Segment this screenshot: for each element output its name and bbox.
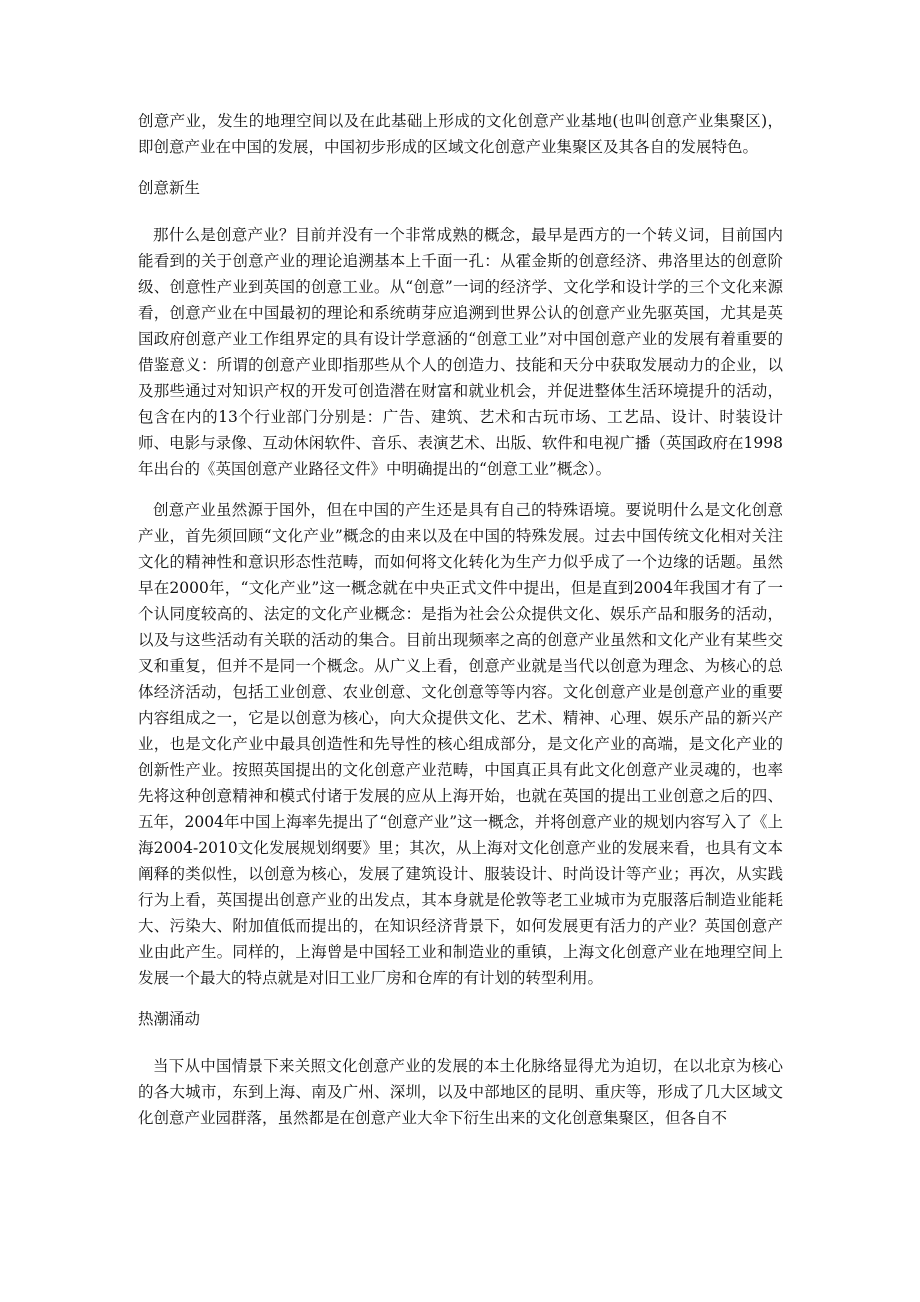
intro-paragraph: 创意产业，发生的地理空间以及在此基础上形成的文化创意产业基地(也叫创意产业集聚区)，即创意产业在中国的发展，中国初步形成的区域文化创意产业集聚区及其各自的发展特色。 bbox=[138, 112, 783, 156]
body-paragraph-regional-clusters: 当下从中国情景下来关照文化创意产业的发展的本土化脉络显得尤为迫切，在以北京为核心的各大城市，东到上海、南及广州、深圳，以及中部地区的昆明、重庆等，形成了几大区域文化创意产业园群落，虽然都是在创意产业大伞下衍生出来的文化创意集聚区，但各自不 bbox=[138, 1057, 783, 1127]
body-paragraph-definition: 那什么是创意产业？目前并没有一个非常成熟的概念，最早是西方的一个转义词，目前国内能看到的关于创意产业的理论追溯基本上千面一孔：从霍金斯的创意经济、弗洛里达的创意阶级、创意性产业到英国的创意工业。从“创意”一词的经济学、文化学和设计学的三个文化来源看，创意产业在中国最初的理论和系统萌芽应追溯到世界公认的创意产业先驱英国，尤其是英国政府创意产业工作组界定的具有设计学意涵的“创意工业”对中国创意产业的发展有着重要的借鉴意义：所谓的创意产业即指那些从个人的创造力、技能和天分中获取发展动力的企业，以及那些通过对知识产权的开发可创造潜在财富和就业机会，并促进整体生活环境提升的活动，包含在内的13个行业部门分别是：广告、建筑、艺术和古玩市场、工艺品、设计、时装设计师、电影与录像、互动休闲软件、音乐、表演艺术、出版、软件和电视广播（英国政府在1998年出台的《英国创意产业路径文件》中明确提出的“创意工业”概念）。 bbox=[138, 226, 783, 478]
spacer bbox=[138, 482, 783, 497]
spacer bbox=[138, 201, 783, 222]
spacer bbox=[138, 160, 783, 175]
document-page bbox=[138, 108, 783, 1131]
section-heading-surging-wave: 热潮涌动 bbox=[138, 1010, 201, 1028]
body-paragraph-china-context: 创意产业虽然源于国外，但在中国的产生还是具有自己的特殊语境。要说明什么是文化创意产业，首先须回顾“文化产业”概念的由来以及在中国的特殊发展。过去中国传统文化相对关注文化的精神性和意识形态性范畴，而如何将文化转化为生产力似乎成了一个边缘的话题。虽然早在2000年，“文化产业”这一概念就在中央正式文件中提出，但是直到2004年我国才有了一个认同度较高的、法定的文化产业概念：是指为社会公众提供文化、娱乐产品和服务的活动，以及与这些活动有关联的活动的集合。目前出现频率之高的创意产业虽然和文化产业有某些交叉和重复，但并不是同一个概念。从广义上看，创意产业就是当代以创意为理念、为核心的总体经济活动，包括工业创意、农业创意、文化创意等等内容。文化创意产业是创意产业的重要内容组成之一，它是以创意为核心，向大众提供文化、艺术、精神、心理、娱乐产品的新兴产业，也是文化产业中最具创造性和先导性的核心组成部分，是文化产业的高端，是文化产业的创新性产业。按照英国提出的文化创意产业范畴，中国真正具有此文化创意产业灵魂的，也率先将这种创意精神和模式付诸于发展的应从上海开始，也就在英国的提出工业创意之后的四、五年，2004年中国上海率先提出了“创意产业”这一概念，并将创意产业的规划内容写入了《上海2004-2010文化发展规划纲要》里；其次，从上海对文化创意产业的发展来看，也具有文本阐释的类似性，以创意为核心，发展了建筑设计、服装设计、时尚设计等产业；再次，从实践行为上看，英国提出创意产业的出发点，其本身就是伦敦等老工业城市为克服落后制造业能耗大、污染大、附加值低而提出的，在知识经济背景下，如何发展更有活力的产业？英国创意产业由此产生。同样的，上海曾是中国轻工业和制造业的重镇，上海文化创意产业在地理空间上发展一个最大的特点就是对旧工业厂房和仓库的有计划的转型利用。 bbox=[138, 501, 783, 987]
spacer bbox=[138, 991, 783, 1006]
section-heading-creative-birth: 创意新生 bbox=[138, 179, 201, 197]
spacer bbox=[138, 1032, 783, 1053]
